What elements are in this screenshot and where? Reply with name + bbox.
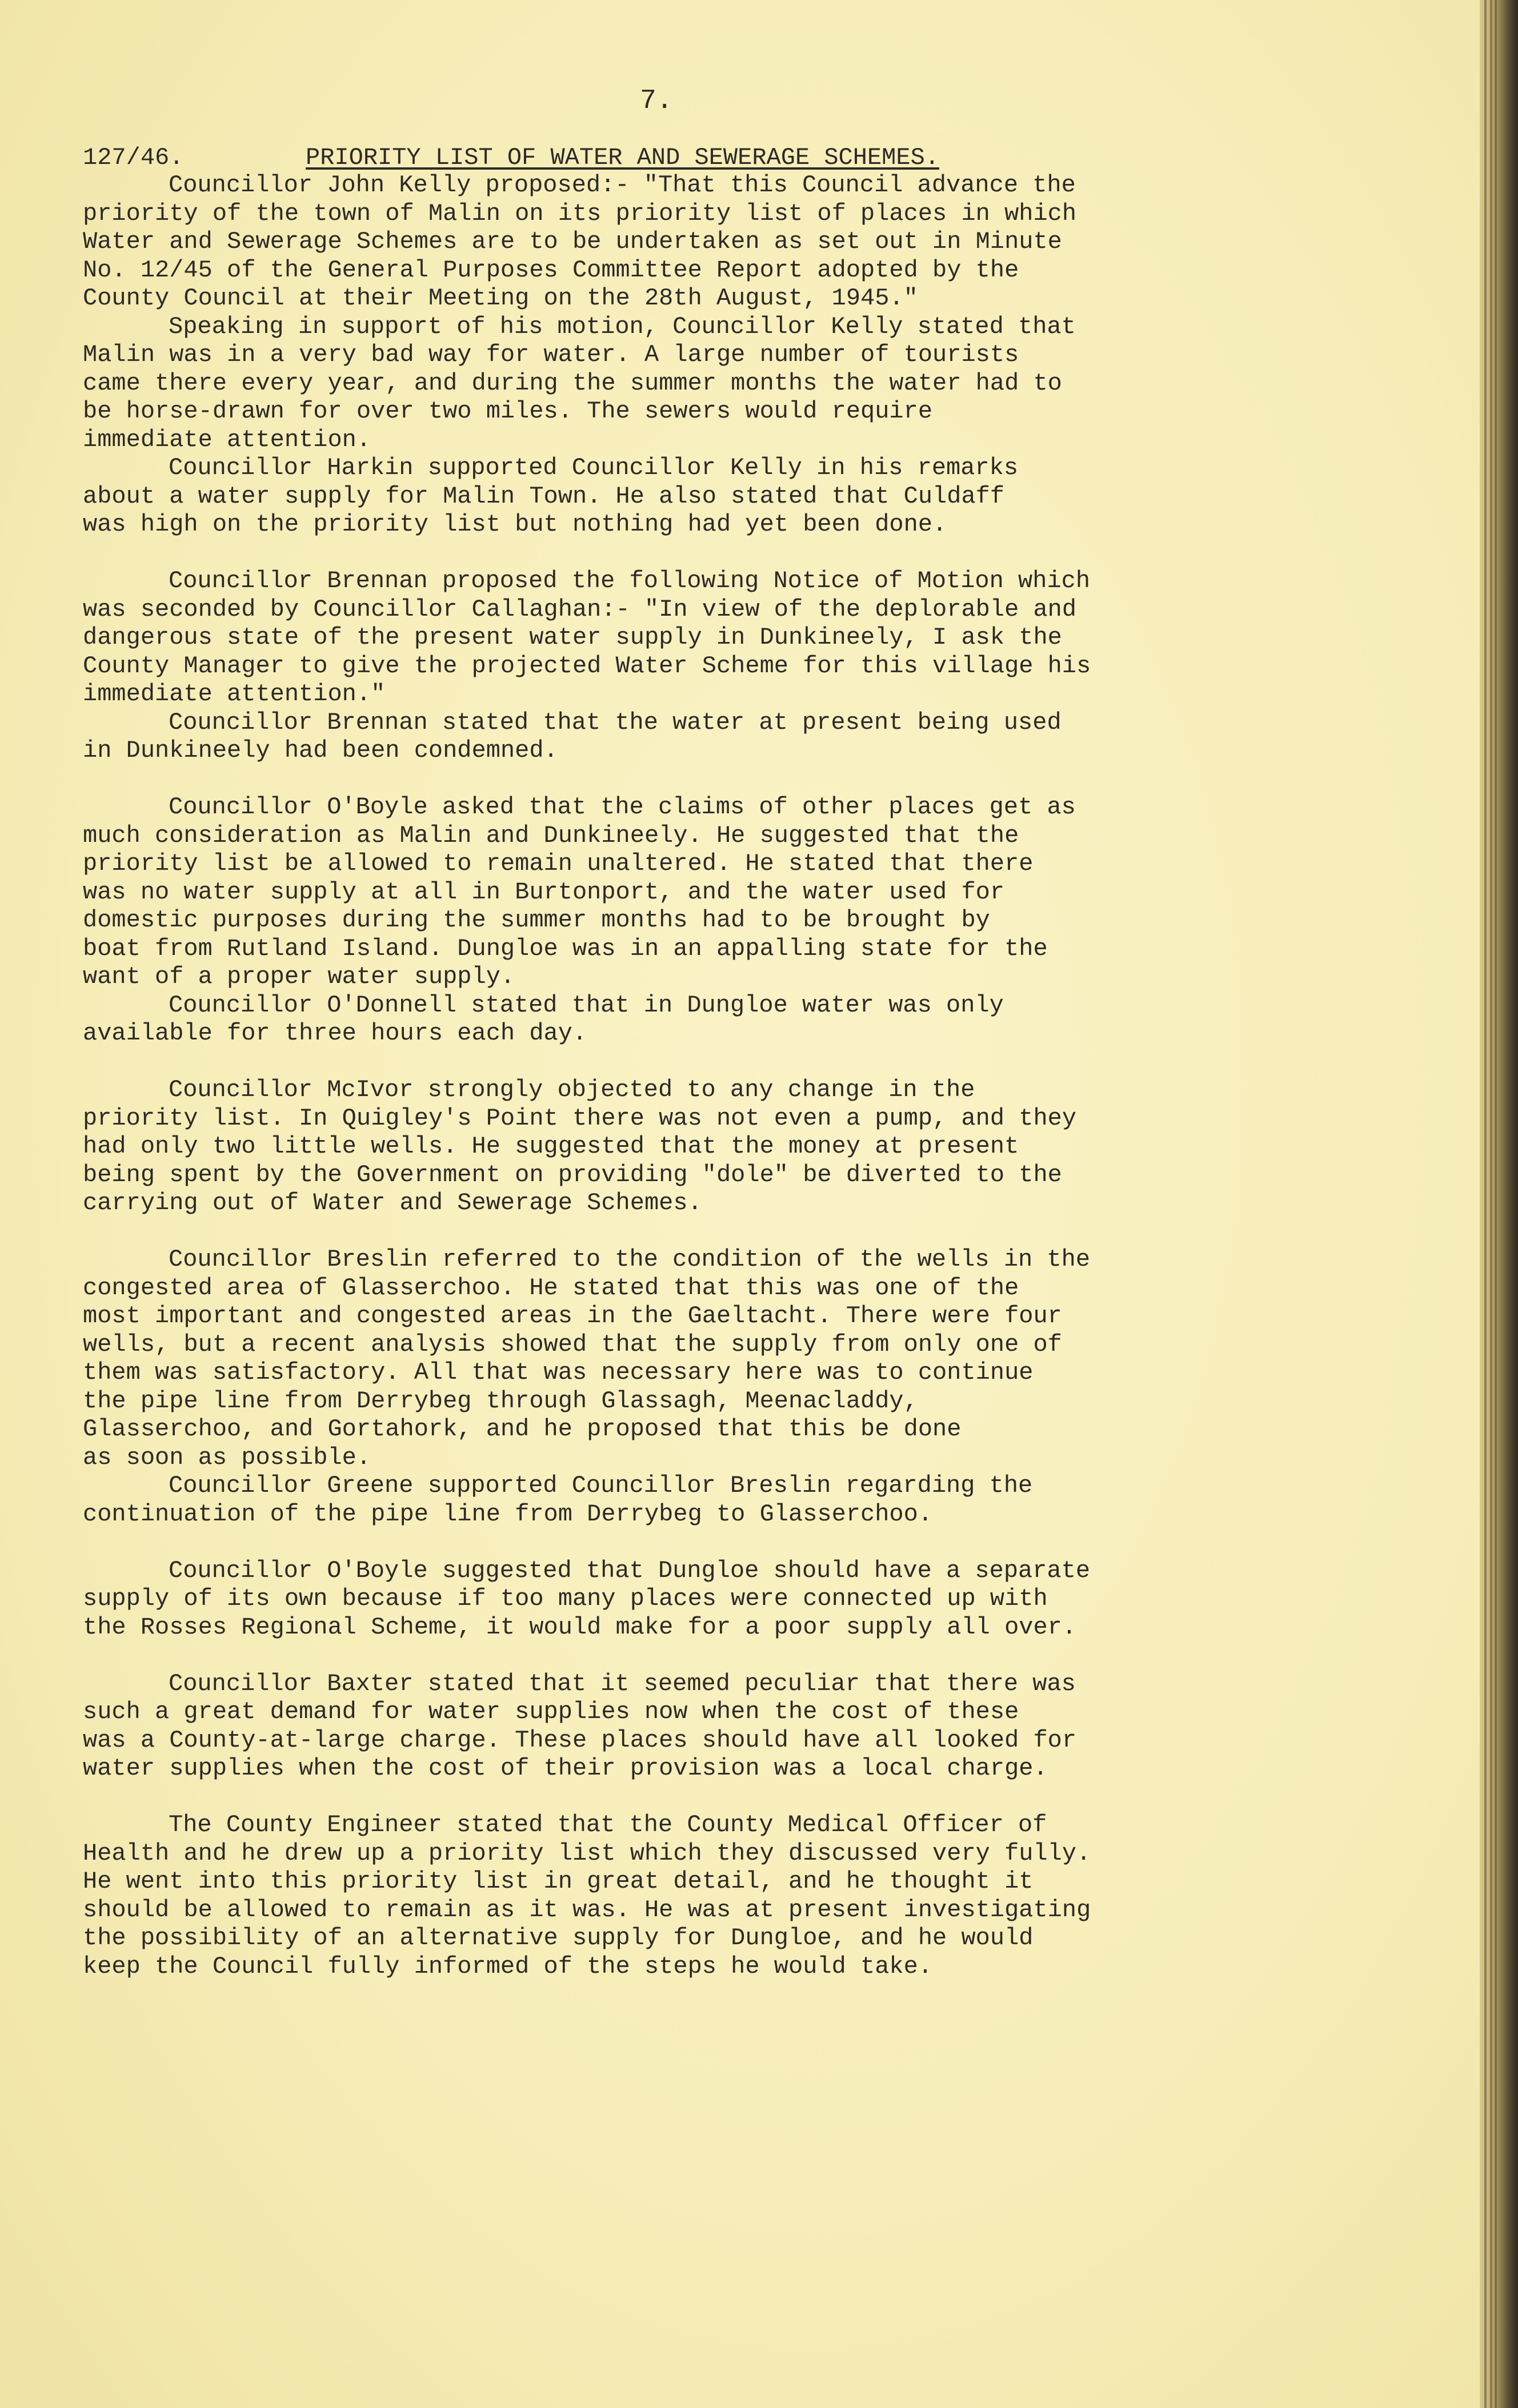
paragraph-baxter: Councillor Baxter stated that it seemed peculiar that there was such a great demand for water supplies now when the cost of these was a County-at-large charge. These places should have all looked for water supplies when the cost of their provision was a local charge. xyxy=(83,1669,1077,1782)
paragraph-oboyle-claims: Councillor O'Boyle asked that the claims of other places get as much consideration as Malin and Dunkineely. He suggested that the priority list be allowed to remain unaltered. He stated that there was no water supply at all in Burtonport, and the water used for domestic purposes during the summer months had to be brought by boat from Rutland Island. Dungloe was in an appalling state for the want of a proper water supply. xyxy=(83,793,1076,990)
paragraph-harkin: Councillor Harkin supported Councillor Kelly in his remarks about a water supply for Malin Town. He also stated that Culdaff was high on the priority list but nothing had yet been done. xyxy=(83,454,1019,538)
paragraph-brennan-motion: Councillor Brennan proposed the following Notice of Motion which was seconded by Councillor Callaghan:- "In view of the deplorable and dangerous state of the present water supply in Dunkineely, I ask the County Manager to give the projected Water Scheme for this village his immediate attention." xyxy=(83,567,1091,708)
minute-number: 127/46. xyxy=(83,144,184,171)
paragraph-county-engineer: The County Engineer stated that the County Medical Officer of Health and he drew up a priority list which they discussed very fully. He went into this priority list in great detail, and he thought it should be allowed to remain as it was. He was at present investigating the possibility of an alternative supply for Dungloe, and he would keep the Council fully informed of the steps he would take. xyxy=(83,1811,1091,1980)
paragraph-greene: Councillor Greene supported Councillor Breslin regarding the continuation of the pipe line from Derrybeg to Glasserchoo. xyxy=(83,1472,1033,1528)
paragraph-kelly-speech: Speaking in support of his motion, Councillor Kelly stated that Malin was in a very bad way for water. A large number of tourists came there every year, and during the summer months the water had to be horse-drawn for over two miles. The sewers would require immediate attention. xyxy=(83,312,1076,453)
paragraph-kelly-motion: Councillor John Kelly proposed:- "That this Council advance the priority of the town of Malin on its priority list of places in which Water and Sewerage Schemes are to be undertaken as set out in Minute No. 12/45 of the General Purposes Committee Report adopted by the County Council at their Meeting on the 28th August, 1945." xyxy=(83,171,1077,312)
paragraph-brennan-statement: Councillor Brennan stated that the water at present being used in Dunkineely had been condemned. xyxy=(83,708,1062,764)
paragraph-odonnell: Councillor O'Donnell stated that in Dungloe water was only available for three hours each day. xyxy=(83,991,1004,1047)
paragraph-breslin: Councillor Breslin referred to the condition of the wells in the congested area of Glasserchoo. He stated that this was one of the most important and congested areas in the Gaeltacht. There were four wells, but a recent analysis showed that the supply from only one of them was satisfactory. All that was necessary here was to continue the pipe line from Derrybeg through Glassagh, Meenacladdy, Glasserchoo, and Gortahork, and he proposed that this be done as soon as possible. xyxy=(83,1246,1091,1471)
paragraph-oboyle-dungloe: Councillor O'Boyle suggested that Dungloe should have a separate supply of its own because if too many places were connected up with the Rosses Regional Scheme, it would make for a poor supply all over. xyxy=(83,1556,1091,1641)
minute-title: PRIORITY LIST OF WATER AND SEWERAGE SCHEMES. xyxy=(306,144,939,171)
book-binding-edge xyxy=(1480,0,1518,2408)
minute-heading xyxy=(83,144,1340,171)
minute-body xyxy=(83,171,1368,1981)
paragraph-mcivor: Councillor McIvor strongly objected to any change in the priority list. In Quigley's Point there was not even a pump, and they had only two little wells. He suggested that the money at present being spent by the Government on providing "dole" be diverted to the carrying out of Water and Sewerage Schemes. xyxy=(83,1076,1077,1217)
page-number: 7. xyxy=(640,86,673,117)
